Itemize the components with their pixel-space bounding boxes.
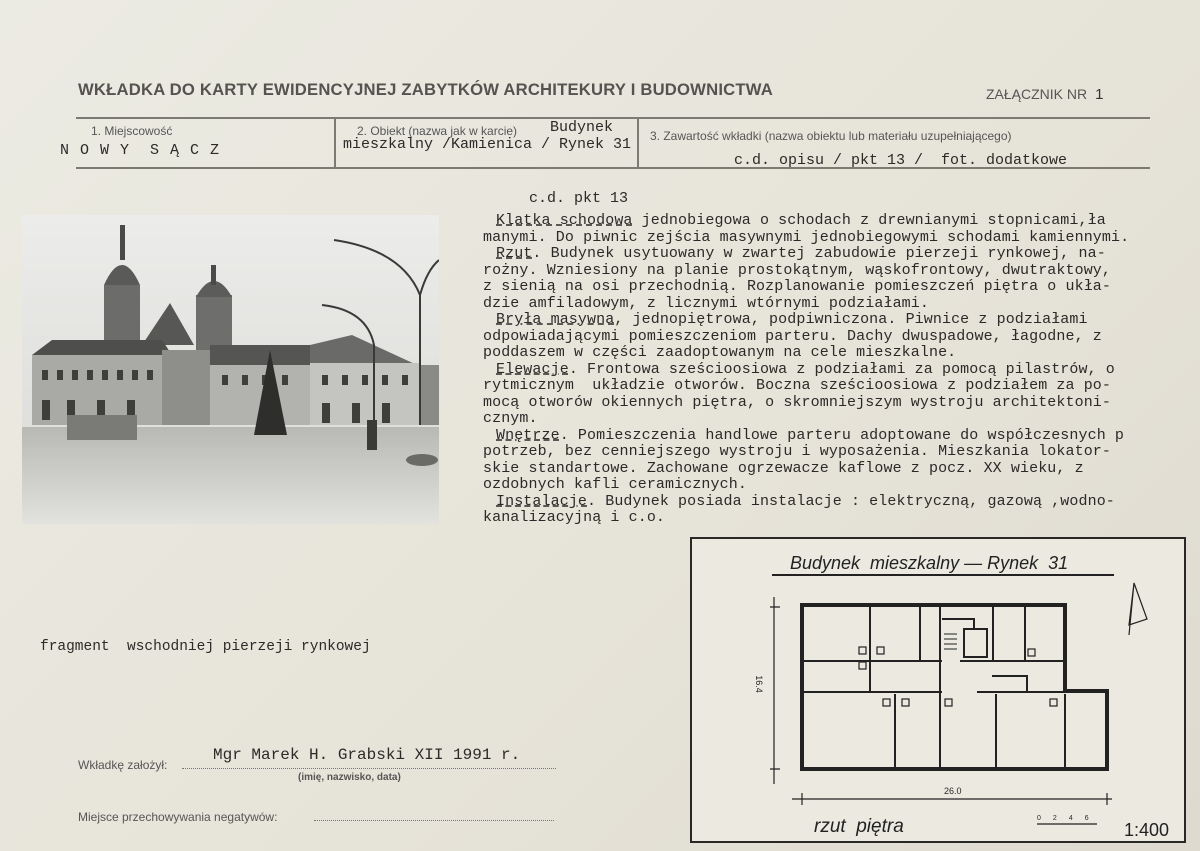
paragraph-heading: Bryła masywna <box>496 311 615 328</box>
description-line <box>483 345 1129 362</box>
line-text: ozdobnych kafli ceramicznych. <box>483 476 747 493</box>
line-text: mocą otworów okiennych piętra, o skromniejszym wystroju architektoni- <box>483 393 1112 411</box>
scale-tick: 6 <box>1084 815 1089 822</box>
line-text: . Pomieszczenia handlowe parteru adoptowane do współczesnych p <box>559 426 1125 444</box>
description-line <box>483 428 1129 445</box>
description-line <box>483 246 1129 263</box>
description-text <box>483 213 1129 527</box>
description-line <box>483 510 1129 527</box>
scale-tick: 2 <box>1052 815 1057 822</box>
author-dotted-line <box>182 768 556 769</box>
description-line <box>483 296 1129 313</box>
line-text: rytmicznym układzie otworów. Boczna sześcioosiowa z podziałem za po- <box>483 377 1112 394</box>
line-text: cznym. <box>483 410 538 427</box>
description-line <box>483 329 1129 346</box>
description-line <box>483 477 1129 494</box>
description-line <box>483 444 1129 461</box>
height-dimension: 16.4 <box>753 675 764 693</box>
description-line <box>483 395 1129 412</box>
description-line <box>483 494 1129 511</box>
line-text: dzie amfiladowym, z licznymi wtórnymi podziałami. <box>483 294 929 312</box>
market-square-photo <box>22 215 439 524</box>
line-text: , jednopiętrowa, podpiwniczona. Piwnice z podziałami <box>614 311 1088 328</box>
paragraph-heading: Instalacje <box>496 492 588 510</box>
negatives-dotted-line <box>314 820 554 821</box>
line-text: poddaszem w części zaadoptowanym na cele mieszkalne. <box>483 344 957 361</box>
line-text: rożny. Wzniesiony na planie prostokątnym, wąskofrontowy, dwutraktowy, <box>483 261 1112 279</box>
description-line <box>483 378 1129 395</box>
line-text: jednobiegowa o schodach z drewnianymi stopnicami,ła <box>632 212 1106 229</box>
locality-value: N O W Y S Ą C Z <box>60 142 221 159</box>
photo-caption: fragment wschodniej pierzeji rynkowej <box>40 639 371 655</box>
scale-bar-labels <box>1037 815 1089 822</box>
plan-title: Budynek mieszkalny — Rynek 31 <box>790 553 1069 573</box>
annex-label-text: ZAŁĄCZNIK NR <box>986 86 1088 102</box>
description-line <box>483 263 1129 280</box>
object-value-1: Budynek <box>550 119 614 136</box>
description-line <box>483 362 1129 379</box>
floor-plan-drawing <box>692 539 1184 841</box>
divider <box>334 117 336 169</box>
author-hint: (imię, nazwisko, data) <box>298 772 401 783</box>
plan-scale: 1:400 <box>1124 820 1170 840</box>
author-value: Mgr Marek H. Grabski XII 1991 r. <box>213 746 521 764</box>
annex-number: 1 <box>1095 86 1104 103</box>
line-text: . Budynek posiada instalacje : elektryczną, gazową ,wodno- <box>587 492 1115 510</box>
paragraph-heading: Klatka schodowa <box>496 212 633 229</box>
locality-label: 1. Miejscowość <box>91 124 173 138</box>
line-text: odpowiadającymi pomieszczeniom parteru. Dachy dwuspadowe, łagodne, z <box>483 327 1102 345</box>
line-text: z sienią na osi przechodnią. Rozplanowanie pomieszczeń piętra o ukła- <box>483 278 1112 295</box>
width-dimension: 26.0 <box>944 786 962 796</box>
document-title: WKŁADKA DO KARTY EWIDENCYJNEJ ZABYTKÓW ARCHITEKURY I BUDOWNICTWA <box>78 80 773 99</box>
author-label: Wkładkę założył: <box>78 758 168 772</box>
content-label: 3. Zawartość wkładki (nazwa obiektu lub materiału uzupełniającego) <box>650 129 1012 143</box>
paragraph-heading: Wnętrze <box>496 426 560 444</box>
object-label: 2. Obiekt (nazwa jak w karcie) <box>357 124 518 138</box>
scale-tick: 4 <box>1068 815 1073 822</box>
plan-subtitle: rzut piętra <box>814 816 904 837</box>
description-line <box>483 213 1129 230</box>
description-line <box>483 279 1129 296</box>
line-text: . Budynek usytuowany w zwartej zabudowie pierzeji rynkowej, na- <box>532 245 1106 262</box>
description-line <box>483 312 1129 329</box>
content-value: c.d. opisu / pkt 13 / fot. dodatkowe <box>734 152 1068 169</box>
divider <box>637 117 639 169</box>
description-line <box>483 230 1129 247</box>
line-text: kanalizacyjną i c.o. <box>483 509 666 526</box>
line-text: manymi. Do piwnic zejścia masywnymi jednobiegowymi schodami kamiennymi. <box>483 228 1130 246</box>
scale-tick: 0 <box>1037 815 1041 822</box>
description-line <box>483 411 1129 428</box>
description-line <box>483 461 1129 478</box>
line-text: . Frontowa sześcioosiowa z podziałami za pomocą pilastrów, o <box>568 360 1115 378</box>
line-text: skie standartowe. Zachowane ogrzewacze kaflowe z pocz. XX wieku, z <box>483 459 1084 477</box>
line-text: potrzeb, bez cenniejszego wystroju i wyposażenia. Mieszkania lokator- <box>483 443 1112 460</box>
section-heading: c.d. pkt 13 <box>529 190 629 207</box>
paragraph-heading: Elewacje <box>496 360 569 378</box>
negatives-label: Miejsce przechowywania negatywów: <box>78 810 278 824</box>
annex-label <box>986 86 1103 103</box>
object-value-2: mieszkalny /Kamienica / Rynek 31 <box>343 136 632 153</box>
paragraph-heading: Rzut <box>496 245 533 262</box>
floor-plan <box>690 537 1186 843</box>
